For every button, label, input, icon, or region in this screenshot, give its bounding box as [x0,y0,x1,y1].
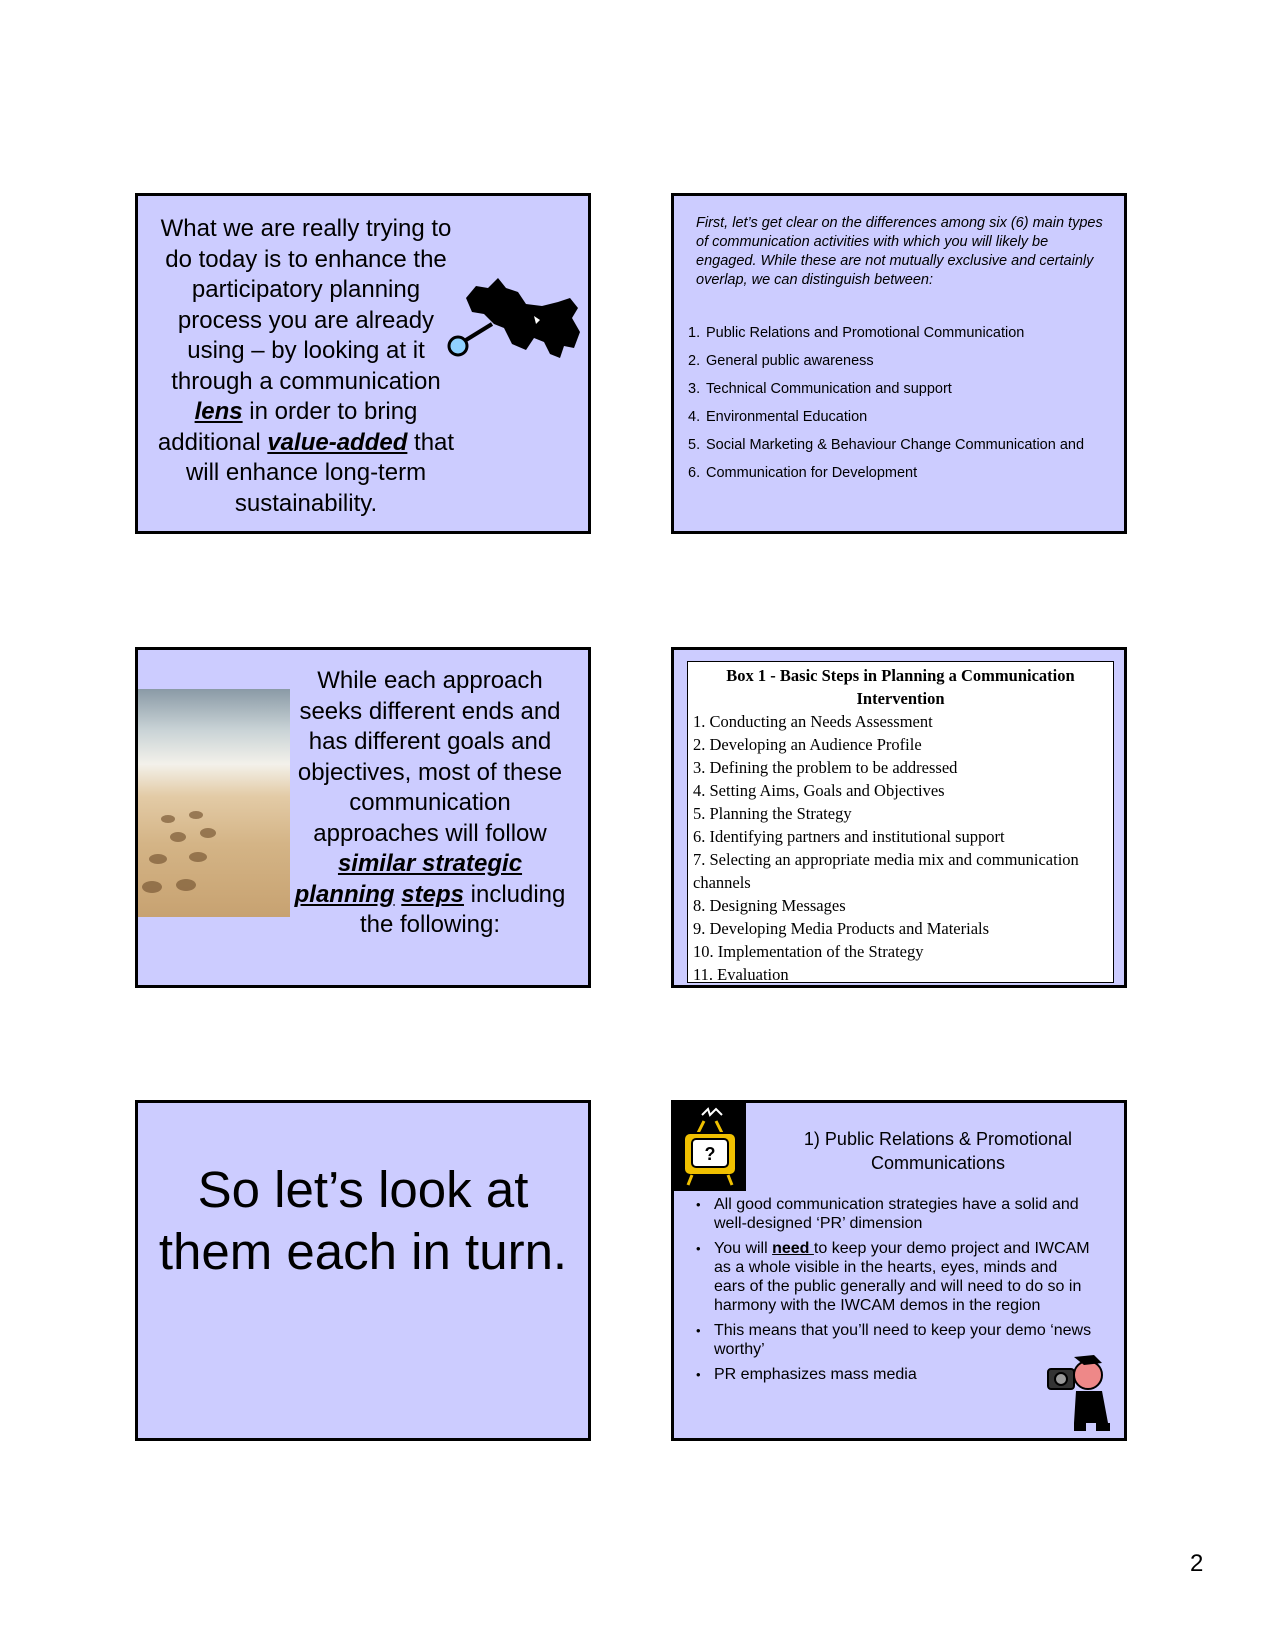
box-1-steps [687,661,1114,983]
list-item-number: 6. [688,465,701,481]
bullet-icon: • [696,1367,701,1382]
list-item-number: 1. [688,325,701,341]
slide-3 [135,647,591,988]
list-item: 1. Conducting an Needs Assessment [693,712,933,731]
slide-4 [671,647,1127,988]
pr-bullets [696,1195,1092,1390]
lion-magnifier-clipart [446,258,588,378]
slide-1-text [156,214,456,519]
lens-emphasis: lens [194,398,243,425]
slide-1-text-a: What we are really trying to do today is to enhance the participatory planning process you are already using – by looking at it through a communication [160,215,452,395]
bullet-item [696,1365,1092,1384]
bullet-text-a: You will [714,1240,773,1257]
bullet-item [696,1321,1092,1359]
slide-3-text [288,666,572,941]
list-item: 7. Selecting an appropriate media mix and communication channels [693,850,1079,892]
bullet-icon: • [696,1241,701,1256]
slide-3-text-b: including the following: [359,880,566,938]
steps-emphasis: steps [401,880,464,908]
list-item-text: General public awareness [706,353,874,369]
slide-1-text-c: that will enhance long-term sustainability. [185,428,455,517]
list-item-number: 2. [688,353,701,369]
tv-question-glyph: ? [704,1144,716,1164]
list-item [688,408,1108,427]
bullet-item [696,1239,1092,1315]
beach-footprints-photo [138,689,290,917]
list-item-text: Social Marketing & Behaviour Change Communication and [706,437,1085,453]
bullet-text: PR emphasizes mass media [714,1366,917,1383]
slide-1 [135,193,591,534]
tv-icon [674,1103,746,1191]
list-item: 10. Implementation of the Strategy [693,942,924,961]
slide-3-text-a: While each approach seeks different ends and has different goals and objectives, most of these communication approaches will follow [297,667,563,847]
similar-strategic-planning-emphasis: similar strategic planning [294,850,523,908]
bullet-item [696,1195,1092,1233]
slide-2-intro: First, let’s get clear on the differences among six (6) main types of communication activities with which you will likely be engaged. While these are not mutually exclusive and certainly overlap, we can distinguish between: [696,215,1103,288]
list-item [688,324,1108,343]
slide-5-text: So let’s look at them each in turn. [158,1161,568,1280]
box-1-title: Box 1 - Basic Steps in Planning a Communication Intervention [726,666,1075,708]
list-item [688,352,1108,371]
list-item [688,464,1108,483]
list-item-number: 5. [688,437,701,453]
list-item: 6. Identifying partners and institutional support [693,827,1005,846]
page-number: 2 [1190,1550,1204,1577]
cameraman-clipart [1044,1353,1120,1433]
bullet-text: This means that you’ll need to keep your demo ‘news worthy’ [714,1322,1092,1358]
list-item-text: Public Relations and Promotional Communication [706,325,1025,341]
list-item: 3. Defining the problem to be addressed [693,758,958,777]
list-item [688,436,1108,455]
bullet-text-b: to keep your demo project and IWCAM as a whole visible in the hearts, eyes, minds and ears of the public generally and will need to do so in harmony with the IWCAM demos in the region [714,1240,1090,1314]
slide-5 [135,1100,591,1441]
list-item-number: 4. [688,409,701,425]
list-item: 2. Developing an Audience Profile [693,735,922,754]
list-item: 11. Evaluation [693,965,789,983]
list-item: 8. Designing Messages [693,896,846,915]
list-item-text: Environmental Education [706,409,868,425]
list-item-text: Technical Communication and support [706,381,952,397]
list-item-text: Communication for Development [706,465,918,481]
list-item: 4. Setting Aims, Goals and Objectives [693,781,945,800]
list-item-number: 3. [688,381,701,397]
value-added-emphasis: value-added [267,428,408,456]
list-item [688,380,1108,399]
need-emphasis: need [772,1240,814,1257]
slide-2 [671,193,1127,534]
planning-steps-list [693,710,1108,983]
tv-drawing [674,1103,746,1191]
list-item: 5. Planning the Strategy [693,804,852,823]
bullet-icon: • [696,1197,701,1212]
slide-1-text-b: in order to bring additional [157,398,418,456]
communication-types-list [688,324,1108,492]
bullet-text [714,1239,1092,1315]
slide-6-title: 1) Public Relations & Promotional Communications [803,1129,1073,1173]
bullet-icon: • [696,1323,701,1338]
slide-6 [671,1100,1127,1441]
bullet-text: All good communication strategies have a solid and well-designed ‘PR’ dimension [714,1196,1079,1232]
footprints-drawing [138,689,290,917]
list-item: 9. Developing Media Products and Materials [693,919,990,938]
